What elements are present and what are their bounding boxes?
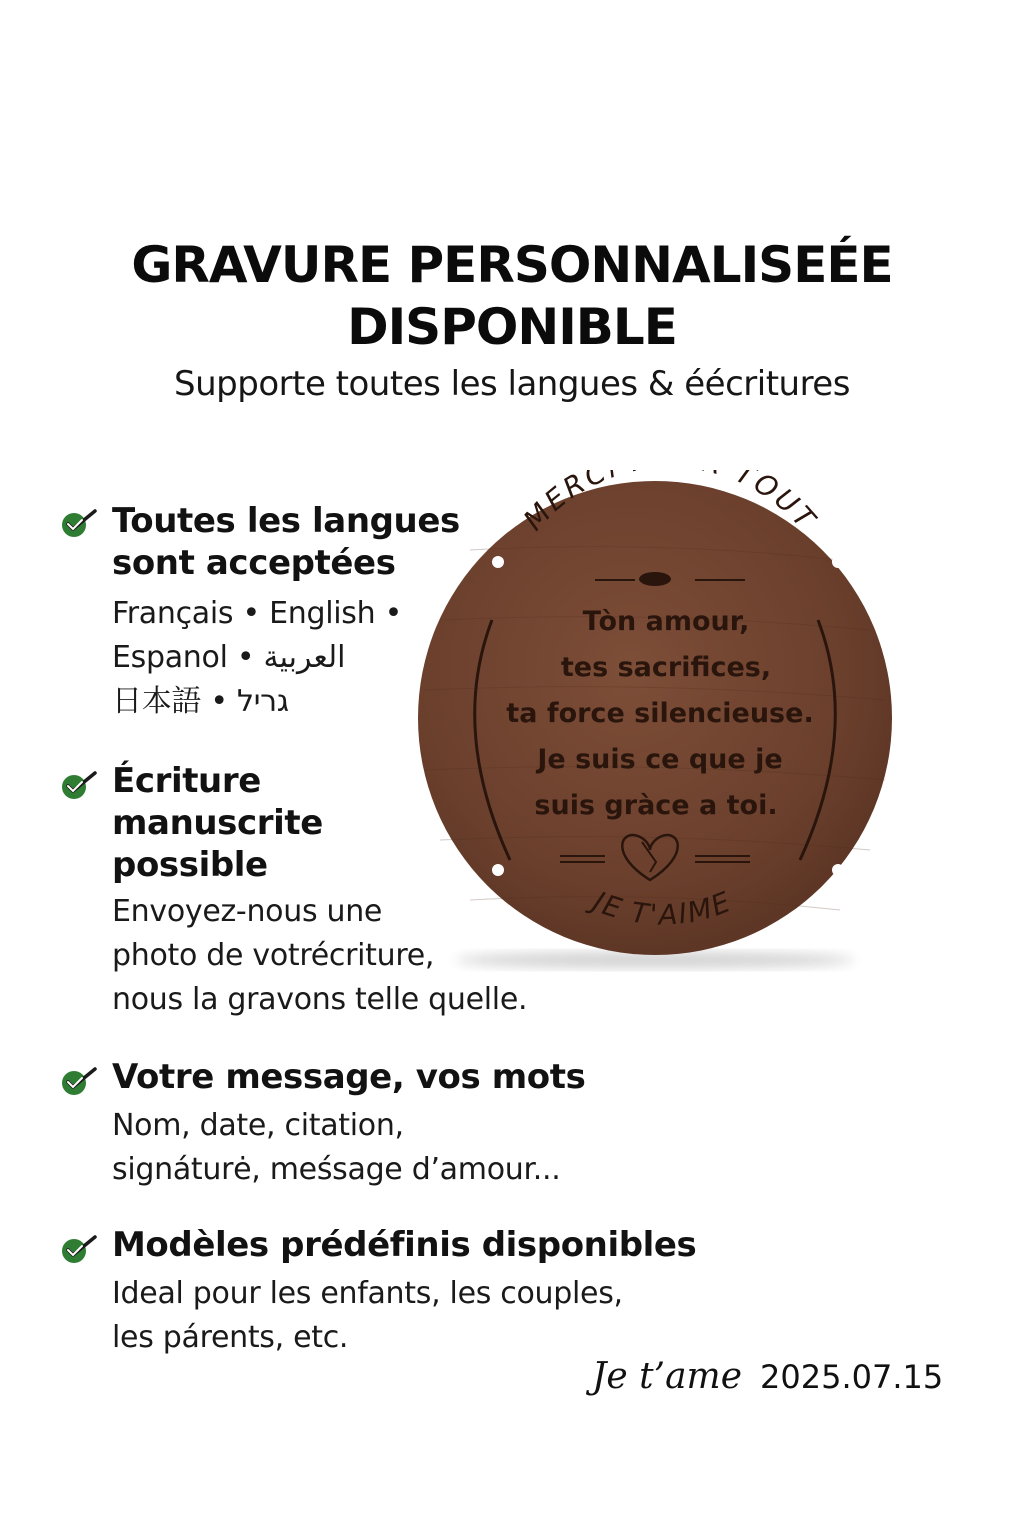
disc-message-line: Je suis ce que je <box>537 744 783 775</box>
feature-body-line: Espanol • العربية <box>112 640 346 675</box>
feature-body-line: photo de votrécriture, <box>112 938 435 973</box>
feature-body-line: Nom, date, citation, <box>112 1108 404 1143</box>
feature-body-line: Envoyez-nous une <box>112 894 383 929</box>
feature-body-templates <box>112 1272 623 1360</box>
bottom-text-path: JE T'AIME <box>588 884 737 932</box>
leaf-ornament-icon <box>639 572 671 586</box>
mount-hole <box>832 556 844 568</box>
signature-date: 2025.07.15 <box>760 1358 944 1396</box>
feature-title-message <box>112 1056 585 1098</box>
feature-body-line: les párents, etc. <box>112 1320 349 1355</box>
feature-body-languages <box>112 592 402 724</box>
disc-message-line: ta force silencieuse. <box>506 698 814 729</box>
check-circle-icon <box>60 1064 100 1098</box>
wooden-disc-image <box>410 470 900 980</box>
arc-text-path: MERC TOUT <box>516 470 824 537</box>
feature-title-languages <box>112 500 460 584</box>
feature-body-line: Français • English • <box>112 596 402 631</box>
feature-body-line: Ideal pour les enfants, les couples, <box>112 1276 623 1311</box>
feature-title-line: Écriture <box>112 761 261 801</box>
feature-title-line: manuscrite <box>112 803 323 843</box>
feature-body-message <box>112 1104 560 1192</box>
feature-title-handwriting <box>112 760 323 886</box>
title-line-1: GRAVURE PERSONNALISEÉE <box>131 236 893 294</box>
feature-title-line: sont acceptées <box>112 543 396 583</box>
feature-title-line: Modèles prédéfinis disponibles <box>112 1225 697 1265</box>
title-line-2: DISPONIBLE <box>347 298 677 356</box>
mount-hole <box>832 864 844 876</box>
feature-body-line: nous la gravons telle quelle. <box>112 982 528 1017</box>
disc-message-line: Tòn amour, <box>582 606 750 637</box>
feature-title-line: Toutes les langues <box>112 501 460 541</box>
disc-message-line: suis gràce a toi. <box>534 790 778 821</box>
disc-message-line: tes sacrifices, <box>560 652 772 683</box>
mount-hole <box>492 864 504 876</box>
check-circle-icon <box>60 1232 100 1266</box>
feature-title-line: possible <box>112 845 268 885</box>
check-circle-icon <box>60 768 100 802</box>
signature-text: Je t’ame <box>592 1356 742 1397</box>
feature-body-line: 日本語 • גריל <box>112 684 289 719</box>
mount-hole <box>492 556 504 568</box>
feature-body-line: signáturė, meśsage d’amour... <box>112 1152 561 1187</box>
check-circle-icon <box>60 506 100 540</box>
subtitle: Supporte toutes les langues & éécritures <box>174 364 850 404</box>
engraved-wooden-disc <box>410 470 900 980</box>
feature-title-templates <box>112 1224 696 1266</box>
feature-title-line: Votre message, vos mots <box>112 1057 586 1097</box>
